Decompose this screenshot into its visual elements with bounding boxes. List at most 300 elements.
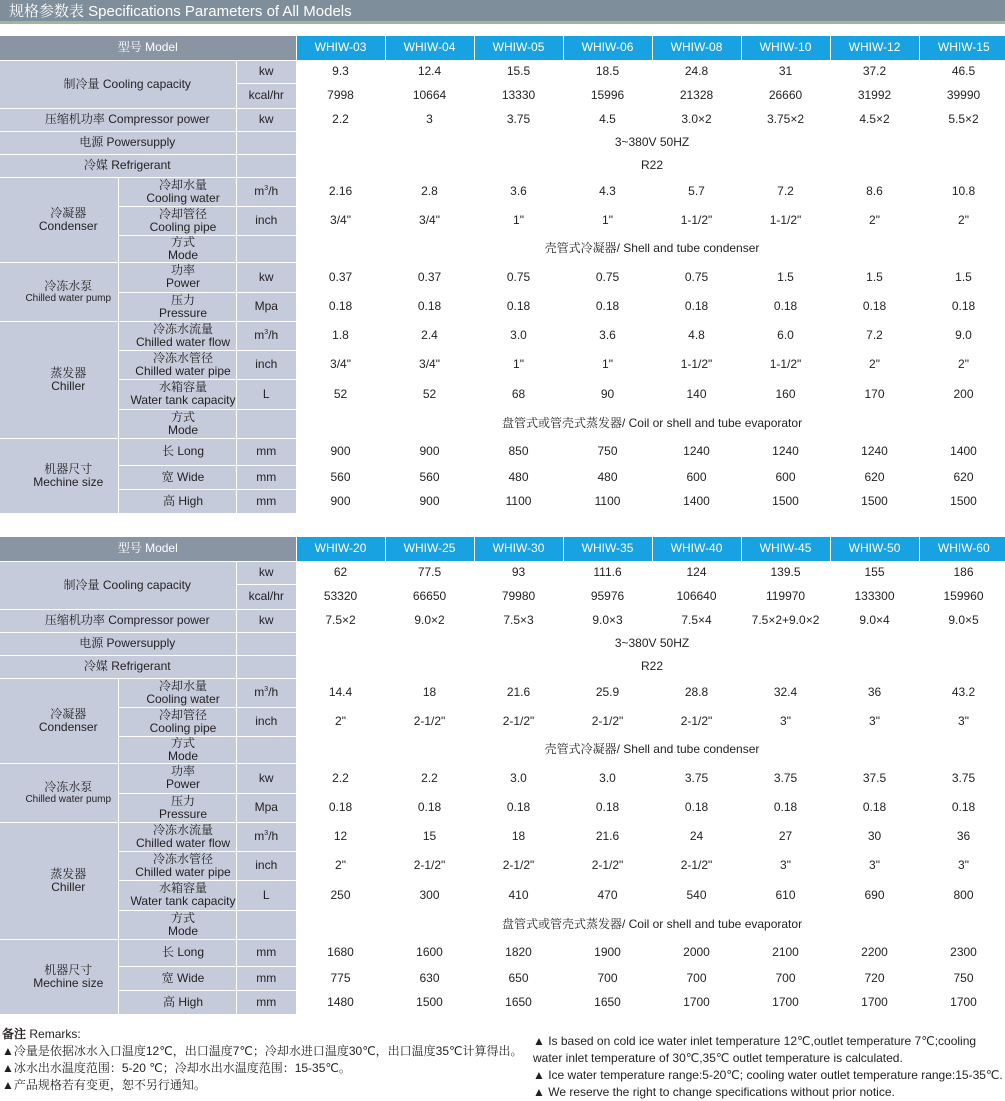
chilled-flow: 15	[385, 822, 474, 851]
chilled-flow: 7.2	[830, 321, 919, 350]
pump-pressure: 0.18	[652, 292, 741, 321]
size-wide: 560	[296, 465, 385, 489]
unit-empty	[236, 154, 296, 177]
chiller-mode-label-cn: 方式	[170, 409, 195, 424]
pump-pressure: 0.18	[563, 292, 652, 321]
chilled-pipe: 2-1/2"	[385, 851, 474, 880]
cooling-water: 21.6	[474, 678, 563, 707]
unit-h: /h	[268, 685, 279, 699]
model-label: 型号 Model	[0, 537, 296, 561]
pump-pressure-label	[118, 793, 236, 822]
chilled-pipe-label-cn: 冷冻水管径	[152, 851, 213, 866]
cooling-capacity-kw-row	[0, 60, 1005, 83]
size-label	[0, 438, 118, 513]
chilled-pipe: 3"	[919, 851, 1005, 880]
size-wide: 600	[652, 465, 741, 489]
size-long: 2100	[741, 939, 830, 966]
cooling-capacity-kcal: 21328	[652, 83, 741, 108]
pump-power: 2.2	[385, 763, 474, 793]
chilled-flow-label-cn: 冷冻水流量	[152, 822, 213, 837]
cooling-water: 2.8	[385, 177, 474, 206]
chilled-pipe: 1-1/2"	[741, 350, 830, 379]
tank-capacity: 170	[830, 379, 919, 409]
high-label: 高 High	[118, 990, 236, 1014]
unit-mpa: Mpa	[236, 292, 296, 321]
size-high: 1100	[563, 489, 652, 513]
unit-m3h	[236, 321, 296, 350]
pump-power: 3.75	[919, 763, 1005, 793]
cooling-pipe: 3"	[919, 707, 1005, 736]
chilled-pipe: 1-1/2"	[652, 350, 741, 379]
remark-en-4: ▲ We reserve the right to change specifications without prior notice.	[533, 1085, 895, 1099]
unit-l: L	[236, 880, 296, 910]
pump-pressure-label-cn: 压力	[170, 292, 195, 307]
unit-m: m	[254, 328, 265, 342]
size-wide: 775	[296, 966, 385, 990]
unit-l: L	[236, 379, 296, 409]
cooling-water-label-en: Cooling water	[146, 190, 220, 205]
condenser-cn: 冷凝器	[50, 706, 87, 721]
cooling-water: 36	[830, 678, 919, 707]
chilled-flow: 1.8	[296, 321, 385, 350]
pump-power: 3.0	[474, 763, 563, 793]
size-long: 2200	[830, 939, 919, 966]
chilled-flow-label	[118, 321, 236, 350]
model-header: WHIW-08	[652, 36, 741, 60]
cooling-water: 8.6	[830, 177, 919, 206]
size-wide: 750	[919, 966, 1005, 990]
remark-cn-2: ▲冰水出水温度范围：5-20 ℃；冷却水出水温度范围：15-35℃。	[2, 1061, 351, 1075]
cooling-water: 18	[385, 678, 474, 707]
unit-empty	[236, 409, 296, 438]
tank-label-cn: 水箱容量	[158, 881, 207, 895]
model-header: WHIW-05	[474, 36, 563, 60]
cooling-capacity-kcal: 159960	[919, 584, 1005, 609]
pump-pressure-row	[0, 292, 1005, 321]
unit-empty	[236, 736, 296, 763]
pump-label	[0, 763, 118, 822]
chiller-label	[0, 822, 118, 939]
chilled-flow: 9.0	[919, 321, 1005, 350]
refrigerant-label: 冷媒 Refrigerant	[0, 655, 236, 678]
size-long: 900	[385, 438, 474, 465]
cooling-capacity-kw: 155	[830, 561, 919, 584]
compressor-power: 3.75	[474, 108, 563, 131]
size-wide: 600	[741, 465, 830, 489]
cooling-capacity-kw: 124	[652, 561, 741, 584]
cooling-capacity-label: 制冷量 Cooling capacity	[0, 561, 236, 609]
size-long: 1240	[741, 438, 830, 465]
unit-kw: kw	[236, 262, 296, 292]
pump-pressure: 0.18	[652, 793, 741, 822]
unit-kw: kw	[236, 60, 296, 83]
cooling-capacity-kcal: 106640	[652, 584, 741, 609]
unit-m: m	[254, 685, 265, 699]
size-high: 900	[296, 489, 385, 513]
pump-pressure: 0.18	[385, 793, 474, 822]
wide-label: 宽 Wide	[118, 966, 236, 990]
size-high: 900	[385, 489, 474, 513]
remarks-en	[533, 1033, 1003, 1101]
cooling-capacity-kcal: 31992	[830, 83, 919, 108]
pump-pressure: 0.18	[474, 793, 563, 822]
cooling-capacity-kw: 12.4	[385, 60, 474, 83]
remark-cn-1: ▲冷量是依据冰水入口温度12℃，出口温度7℃；冷却水进口温度30℃，出口温度35℃计算得出。	[2, 1044, 523, 1058]
size-wide: 480	[474, 465, 563, 489]
pump-pressure: 0.18	[385, 292, 474, 321]
pump-pressure-label-cn: 压力	[170, 793, 195, 808]
cooling-pipe: 3/4"	[385, 206, 474, 235]
cooling-pipe: 2"	[919, 206, 1005, 235]
wide-row	[0, 966, 1005, 990]
tank-label	[118, 880, 236, 910]
pump-cn: 冷冻水泵	[44, 278, 93, 293]
compressor-power-row	[0, 609, 1005, 632]
compressor-power: 7.5×3	[474, 609, 563, 632]
cooling-capacity-kw: 31	[741, 60, 830, 83]
long-label: 长 Long	[118, 438, 236, 465]
cooling-pipe: 2-1/2"	[474, 707, 563, 736]
chilled-flow: 24	[652, 822, 741, 851]
pump-power-label-cn: 功率	[170, 263, 195, 277]
cooling-water-label-cn: 冷却水量	[158, 678, 207, 693]
chilled-pipe: 3/4"	[385, 350, 474, 379]
size-en: Mechine size	[33, 474, 104, 489]
remark-cn-3: ▲产品规格若有变更，恕不另行通知。	[2, 1078, 206, 1092]
unit-sup: 3	[264, 830, 269, 837]
unit-kw: kw	[236, 609, 296, 632]
cooling-pipe: 1"	[563, 206, 652, 235]
wide-row	[0, 465, 1005, 489]
cooling-pipe-label-cn: 冷却管径	[158, 206, 207, 221]
size-high: 1650	[474, 990, 563, 1014]
refrigerant-label: 冷媒 Refrigerant	[0, 154, 236, 177]
tank-capacity: 610	[741, 880, 830, 910]
chilled-pipe-label-en: Chilled water pipe	[135, 363, 231, 378]
chilled-pipe: 2"	[830, 350, 919, 379]
pump-power: 0.37	[296, 262, 385, 292]
chilled-flow: 27	[741, 822, 830, 851]
pump-power: 0.37	[385, 262, 474, 292]
tank-capacity: 68	[474, 379, 563, 409]
remark-en-3: ▲ Ice water temperature range:5-20℃; cooling water outlet temperature range:15-35℃.	[533, 1068, 1003, 1082]
size-long: 1240	[652, 438, 741, 465]
pump-pressure-label	[118, 292, 236, 321]
chilled-flow: 6.0	[741, 321, 830, 350]
model-header: WHIW-60	[919, 537, 1005, 561]
cooling-capacity-kw: 186	[919, 561, 1005, 584]
condenser-en: Condenser	[38, 719, 98, 734]
cooling-pipe: 1"	[474, 206, 563, 235]
unit-mm: mm	[236, 939, 296, 966]
cooling-pipe: 3/4"	[296, 206, 385, 235]
tank-capacity: 90	[563, 379, 652, 409]
cond-water-row	[0, 177, 1005, 206]
cooling-capacity-kw: 24.8	[652, 60, 741, 83]
unit-m3h	[236, 177, 296, 206]
cooling-capacity-kw: 111.6	[563, 561, 652, 584]
unit-inch: inch	[236, 707, 296, 736]
condenser-mode-label	[118, 235, 236, 262]
cooling-capacity-kcal: 10664	[385, 83, 474, 108]
size-high: 1480	[296, 990, 385, 1014]
pump-power: 3.0	[563, 763, 652, 793]
size-long: 850	[474, 438, 563, 465]
cond-pipe-row	[0, 707, 1005, 736]
chilled-pipe: 2"	[919, 350, 1005, 379]
cond-water-row	[0, 678, 1005, 707]
compressor-power-label: 压缩机功率 Compressor power	[0, 108, 236, 131]
size-long: 1400	[919, 438, 1005, 465]
size-long: 900	[296, 438, 385, 465]
cooling-pipe: 2-1/2"	[563, 707, 652, 736]
tank-capacity: 410	[474, 880, 563, 910]
unit-sup: 3	[264, 185, 269, 192]
tank-capacity: 140	[652, 379, 741, 409]
compressor-power-row	[0, 108, 1005, 131]
size-wide: 700	[652, 966, 741, 990]
refrigerant-row	[0, 655, 1005, 678]
size-high: 1500	[830, 489, 919, 513]
spec-table	[0, 537, 1005, 1015]
cooling-capacity-kw: 46.5	[919, 60, 1005, 83]
cooling-pipe-label	[118, 206, 236, 235]
chilled-pipe: 1"	[474, 350, 563, 379]
cooling-capacity-kcal: 79980	[474, 584, 563, 609]
tank-label-en: Water tank capacity	[130, 894, 236, 908]
chill-mode-row	[0, 910, 1005, 939]
compressor-power: 7.5×2+9.0×2	[741, 609, 830, 632]
chilled-pipe: 2-1/2"	[474, 851, 563, 880]
pump-power: 37.5	[830, 763, 919, 793]
unit-h: /h	[268, 184, 279, 198]
cooling-water: 2.16	[296, 177, 385, 206]
cooling-water-label	[118, 177, 236, 206]
tank-label-cn: 水箱容量	[158, 380, 207, 394]
cond-mode-row	[0, 235, 1005, 262]
size-high: 1700	[830, 990, 919, 1014]
cooling-water: 28.8	[652, 678, 741, 707]
chiller-mode: 盘管式或管壳式蒸发器/ Coil or shell and tube evaporator	[296, 910, 1005, 939]
unit-sup: 3	[264, 329, 269, 336]
pump-power-label	[118, 763, 236, 793]
cooling-capacity-kw: 15.5	[474, 60, 563, 83]
condenser-mode: 壳管式冷凝器/ Shell and tube condenser	[296, 235, 1005, 262]
title-bar	[0, 0, 1005, 24]
model-header: WHIW-04	[385, 36, 474, 60]
pump-pressure: 0.18	[830, 292, 919, 321]
chilled-flow-label-en: Chilled water flow	[135, 835, 231, 850]
size-high: 1500	[385, 990, 474, 1014]
model-header: WHIW-10	[741, 36, 830, 60]
cooling-capacity-kw: 62	[296, 561, 385, 584]
wide-label: 宽 Wide	[118, 465, 236, 489]
condenser-label	[0, 678, 118, 763]
pump-en: Chilled water pump	[25, 292, 112, 304]
long-row	[0, 939, 1005, 966]
condenser-mode-label-cn: 方式	[170, 736, 195, 750]
compressor-power: 4.5×2	[830, 108, 919, 131]
cooling-pipe: 2-1/2"	[385, 707, 474, 736]
pump-pressure: 0.18	[474, 292, 563, 321]
cooling-water: 4.3	[563, 177, 652, 206]
chill-pipe-row	[0, 350, 1005, 379]
pump-pressure-label-en: Pressure	[158, 305, 208, 320]
cooling-water-label	[118, 678, 236, 707]
tank-label-en: Water tank capacity	[130, 393, 236, 407]
powersupply-value: 3~380V 50HZ	[296, 632, 1005, 655]
high-label: 高 High	[118, 489, 236, 513]
size-long: 750	[563, 438, 652, 465]
pump-power: 2.2	[296, 763, 385, 793]
refrigerant-value: R22	[296, 655, 1005, 678]
unit-empty	[236, 235, 296, 262]
page-title: 规格参数表 Specifications Parameters of All Models	[9, 3, 352, 20]
cooling-capacity-label: 制冷量 Cooling capacity	[0, 60, 236, 108]
pump-power: 0.75	[474, 262, 563, 292]
condenser-en: Condenser	[38, 218, 98, 233]
model-header: WHIW-15	[919, 36, 1005, 60]
size-wide: 700	[563, 966, 652, 990]
pump-pressure: 0.18	[741, 292, 830, 321]
remark-en-2: water inlet temperature of 30℃,35℃ outlet temperature is calculated.	[533, 1051, 903, 1065]
condenser-mode-label-en: Mode	[167, 748, 199, 763]
chilled-pipe-label-cn: 冷冻水管径	[152, 350, 213, 365]
unit-mm: mm	[236, 990, 296, 1014]
cooling-pipe: 1-1/2"	[741, 206, 830, 235]
chiller-mode-label-en: Mode	[167, 422, 199, 437]
model-label: 型号 Model	[0, 36, 296, 60]
pump-pressure: 0.18	[296, 793, 385, 822]
cooling-water: 43.2	[919, 678, 1005, 707]
pump-pressure: 0.18	[919, 292, 1005, 321]
size-wide: 620	[919, 465, 1005, 489]
cooling-capacity-kcal: 119970	[741, 584, 830, 609]
size-wide: 620	[830, 465, 919, 489]
size-high: 1700	[919, 990, 1005, 1014]
high-row	[0, 990, 1005, 1014]
powersupply-label: 电源 Powersupply	[0, 632, 236, 655]
size-wide: 480	[563, 465, 652, 489]
cooling-capacity-kcal: 15996	[563, 83, 652, 108]
high-row	[0, 489, 1005, 513]
model-header: WHIW-40	[652, 537, 741, 561]
size-long: 2300	[919, 939, 1005, 966]
tank-capacity: 800	[919, 880, 1005, 910]
powersupply-label: 电源 Powersupply	[0, 131, 236, 154]
chilled-flow: 2.4	[385, 321, 474, 350]
cooling-water: 7.2	[741, 177, 830, 206]
size-label	[0, 939, 118, 1014]
unit-h: /h	[268, 328, 279, 342]
tank-capacity: 300	[385, 880, 474, 910]
tank-capacity: 540	[652, 880, 741, 910]
pump-power: 1.5	[919, 262, 1005, 292]
refrigerant-row	[0, 154, 1005, 177]
model-header: WHIW-30	[474, 537, 563, 561]
refrigerant-value: R22	[296, 154, 1005, 177]
pump-power: 3.75	[652, 763, 741, 793]
pump-pressure: 0.18	[296, 292, 385, 321]
unit-inch: inch	[236, 851, 296, 880]
condenser-cn: 冷凝器	[50, 205, 87, 220]
tank-capacity: 470	[563, 880, 652, 910]
cooling-pipe: 1-1/2"	[652, 206, 741, 235]
chilled-flow-label-cn: 冷冻水流量	[152, 321, 213, 336]
size-long: 1900	[563, 939, 652, 966]
cooling-capacity-kcal: 13330	[474, 83, 563, 108]
chiller-mode-label	[118, 910, 236, 939]
size-en: Mechine size	[33, 975, 104, 990]
chiller-cn: 蒸发器	[50, 866, 87, 881]
size-high: 1700	[741, 990, 830, 1014]
size-long: 2000	[652, 939, 741, 966]
chilled-flow: 12	[296, 822, 385, 851]
cooling-capacity-kw: 77.5	[385, 561, 474, 584]
chiller-label	[0, 321, 118, 438]
remarks-cn	[2, 1026, 522, 1094]
chill-flow-row	[0, 321, 1005, 350]
cooling-pipe: 2"	[830, 206, 919, 235]
spec-table	[0, 36, 1005, 514]
chiller-mode: 盘管式或管壳式蒸发器/ Coil or shell and tube evaporator	[296, 409, 1005, 438]
compressor-power: 4.5	[563, 108, 652, 131]
unit-m3h	[236, 822, 296, 851]
chilled-pipe: 2-1/2"	[563, 851, 652, 880]
condenser-mode: 壳管式冷凝器/ Shell and tube condenser	[296, 736, 1005, 763]
unit-kw: kw	[236, 561, 296, 584]
compressor-power: 9.0×4	[830, 609, 919, 632]
chilled-flow: 18	[474, 822, 563, 851]
size-high: 1400	[652, 489, 741, 513]
cooling-capacity-kw: 139.5	[741, 561, 830, 584]
pump-power-label-en: Power	[165, 777, 200, 791]
chiller-mode-label	[118, 409, 236, 438]
tank-capacity: 200	[919, 379, 1005, 409]
unit-empty	[236, 131, 296, 154]
cooling-capacity-kw: 93	[474, 561, 563, 584]
powersupply-value: 3~380V 50HZ	[296, 131, 1005, 154]
cooling-pipe: 2-1/2"	[652, 707, 741, 736]
compressor-power: 2.2	[296, 108, 385, 131]
cooling-capacity-kw: 9.3	[296, 60, 385, 83]
compressor-power: 9.0×5	[919, 609, 1005, 632]
unit-inch: inch	[236, 206, 296, 235]
compressor-power: 3	[385, 108, 474, 131]
pump-pressure-row	[0, 793, 1005, 822]
tank-label	[118, 379, 236, 409]
cooling-water-label-cn: 冷却水量	[158, 177, 207, 192]
compressor-power: 9.0×3	[563, 609, 652, 632]
pump-power: 1.5	[741, 262, 830, 292]
condenser-label	[0, 177, 118, 262]
chilled-pipe-label	[118, 851, 236, 880]
size-high: 1700	[652, 990, 741, 1014]
unit-mpa: Mpa	[236, 793, 296, 822]
size-long: 1680	[296, 939, 385, 966]
pump-pressure: 0.18	[830, 793, 919, 822]
unit-m3h	[236, 678, 296, 707]
unit-sup: 3	[264, 686, 269, 693]
cooling-capacity-kcal: 66650	[385, 584, 474, 609]
chilled-flow: 3.0	[474, 321, 563, 350]
pump-power-label-cn: 功率	[170, 764, 195, 778]
pump-power-row	[0, 262, 1005, 292]
powersupply-row	[0, 632, 1005, 655]
chilled-flow: 30	[830, 822, 919, 851]
chiller-mode-label-en: Mode	[167, 923, 199, 938]
unit-mm: mm	[236, 966, 296, 990]
